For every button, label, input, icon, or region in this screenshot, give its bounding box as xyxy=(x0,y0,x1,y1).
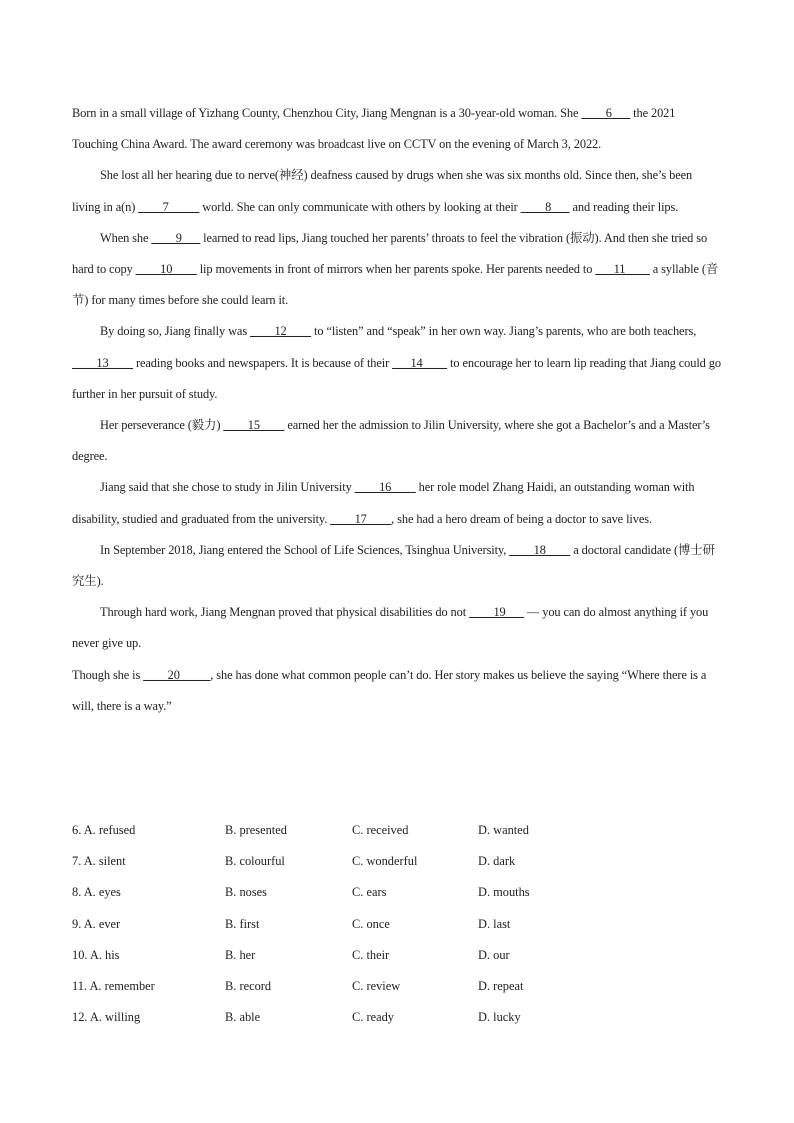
options-list xyxy=(72,815,722,1033)
option-row xyxy=(72,971,722,1002)
passage-text: — you can do almost anything if you never give up. xyxy=(72,605,709,651)
option-row xyxy=(72,909,722,940)
answer-blank: ____9___ xyxy=(151,230,201,245)
passage-text: In September 2018, Jiang entered the School of Life Sciences, Tsinghua University, xyxy=(100,542,510,557)
passage-text: to “listen” and “speak” in her own way. Jiang’s parents, who are both teachers, xyxy=(311,324,697,339)
option-choice[interactable]: 6. A. refused xyxy=(72,823,136,837)
option-choice[interactable]: C. ready xyxy=(352,1010,394,1025)
passage-text: a doctoral candidate (博士研究生). xyxy=(72,542,715,589)
option-choice[interactable]: B. colourful xyxy=(225,854,285,869)
option-choice[interactable]: B. record xyxy=(225,978,272,993)
answer-blank: ____19___ xyxy=(469,605,524,620)
passage-text: Her perseverance (毅力) xyxy=(100,418,224,433)
passage-text: , she has done what common people can’t do. Her story makes us believe the saying “Where there is a will, there is a way.” xyxy=(72,667,707,713)
answer-blank: ____6___ xyxy=(581,106,631,120)
answer-blank: ____20_____ xyxy=(143,667,211,682)
option-row xyxy=(72,846,722,877)
passage-text: earned her the admission to Jilin University, where she got a Bachelor’s and a Master’s degree. xyxy=(72,418,710,464)
passage-text: lip movements in front of mirrors when her parents spoke. Her parents needed to xyxy=(196,262,596,277)
option-choice[interactable]: C. their xyxy=(352,947,390,962)
paragraph xyxy=(72,98,722,160)
option-choice[interactable]: 7. A. silent xyxy=(72,854,126,869)
option-row xyxy=(72,1002,722,1033)
answer-blank: ____8___ xyxy=(520,199,570,214)
passage-text: world. She can only communicate with others by looking at their xyxy=(199,199,521,214)
answer-blank: ___14____ xyxy=(392,355,448,370)
paragraph xyxy=(72,410,722,472)
option-choice[interactable]: B. her xyxy=(225,947,256,962)
passage-text: Through hard work, Jiang Mengnan proved that physical disabilities do not xyxy=(100,605,470,620)
passage-text: Jiang said that she chose to study in Jilin University xyxy=(100,480,355,495)
paragraph xyxy=(72,472,722,534)
passage-text: the 2021 Touching China Award. The award ceremony was broadcast live on CCTV on the evening of March 3, 2022. xyxy=(72,106,676,152)
option-row xyxy=(72,815,722,846)
option-choice[interactable]: B. noses xyxy=(225,885,267,900)
answer-blank: ___11____ xyxy=(595,262,650,277)
answer-blank: ____17____ xyxy=(330,511,392,526)
passage-text: her role model Zhang Haidi, an outstanding woman with disability, studied and graduated from the university. xyxy=(72,480,695,526)
passage-text: learned to read lips, Jiang touched her parents’ throats to feel the vibration (振动). And then she tried so hard to copy xyxy=(72,230,708,277)
option-row xyxy=(72,940,722,971)
option-choice[interactable]: C. ears xyxy=(352,885,387,900)
answer-blank: ____13____ xyxy=(72,355,133,370)
option-choice[interactable]: C. once xyxy=(352,916,390,931)
passage-text: , she had a hero dream of being a doctor to save lives. xyxy=(391,511,652,526)
option-choice[interactable]: 10. A. his xyxy=(72,947,120,962)
option-choice[interactable]: 9. A. ever xyxy=(72,916,121,931)
option-choice[interactable]: D. dark xyxy=(478,854,516,869)
option-choice[interactable]: 11. A. remember xyxy=(72,978,155,993)
passage-text: a syllable (音节) for many times before she could learn it. xyxy=(72,262,719,308)
passage-text: and reading their lips. xyxy=(569,199,679,214)
answer-blank: ____12____ xyxy=(250,324,312,339)
passage-text: She lost all her hearing due to nerve(神经) deafness caused by drugs when she was six months old. Since then, she’s been living in a(n) xyxy=(72,168,693,214)
passage-text: Born in a small village of Yizhang County, Chenzhou City, Jiang Mengnan is a 30-year-old woman. She xyxy=(72,106,582,120)
option-choice[interactable]: B. presented xyxy=(225,823,287,837)
answer-blank: ____7_____ xyxy=(138,199,200,214)
option-row xyxy=(72,877,722,908)
option-choice[interactable]: D. lucky xyxy=(478,1010,521,1025)
passage-text: reading books and newspapers. It is because of their xyxy=(132,355,393,370)
passage-text: Though she is xyxy=(72,667,144,682)
passage-text: When she xyxy=(100,230,152,245)
option-choice[interactable]: C. review xyxy=(352,978,401,993)
answer-blank: ____16____ xyxy=(354,480,416,495)
option-choice[interactable]: D. wanted xyxy=(478,823,529,837)
option-choice[interactable]: C. received xyxy=(352,823,409,837)
option-choice[interactable]: 8. A. eyes xyxy=(72,885,121,900)
answer-blank: ____15____ xyxy=(223,418,285,433)
option-choice[interactable]: D. repeat xyxy=(478,978,524,993)
answer-blank: ____10____ xyxy=(135,262,197,277)
answer-blank: ____18____ xyxy=(509,542,571,557)
passage xyxy=(72,98,722,722)
option-choice[interactable]: B. first xyxy=(225,916,260,931)
paragraph xyxy=(72,223,722,317)
option-choice[interactable]: B. able xyxy=(225,1010,261,1025)
option-choice[interactable]: 12. A. willing xyxy=(72,1010,141,1025)
paragraph xyxy=(72,160,722,222)
passage-text: By doing so, Jiang finally was xyxy=(100,324,251,339)
option-choice[interactable]: C. wonderful xyxy=(352,854,418,869)
paragraph xyxy=(72,597,722,659)
option-choice[interactable]: D. mouths xyxy=(478,885,530,900)
passage-text: to encourage her to learn lip reading that Jiang could go further in her pursuit of study. xyxy=(72,355,721,401)
option-choice[interactable]: D. last xyxy=(478,916,511,931)
paragraph xyxy=(72,660,722,722)
paragraph xyxy=(72,535,722,597)
option-choice[interactable]: D. our xyxy=(478,947,510,962)
paragraph xyxy=(72,316,722,410)
